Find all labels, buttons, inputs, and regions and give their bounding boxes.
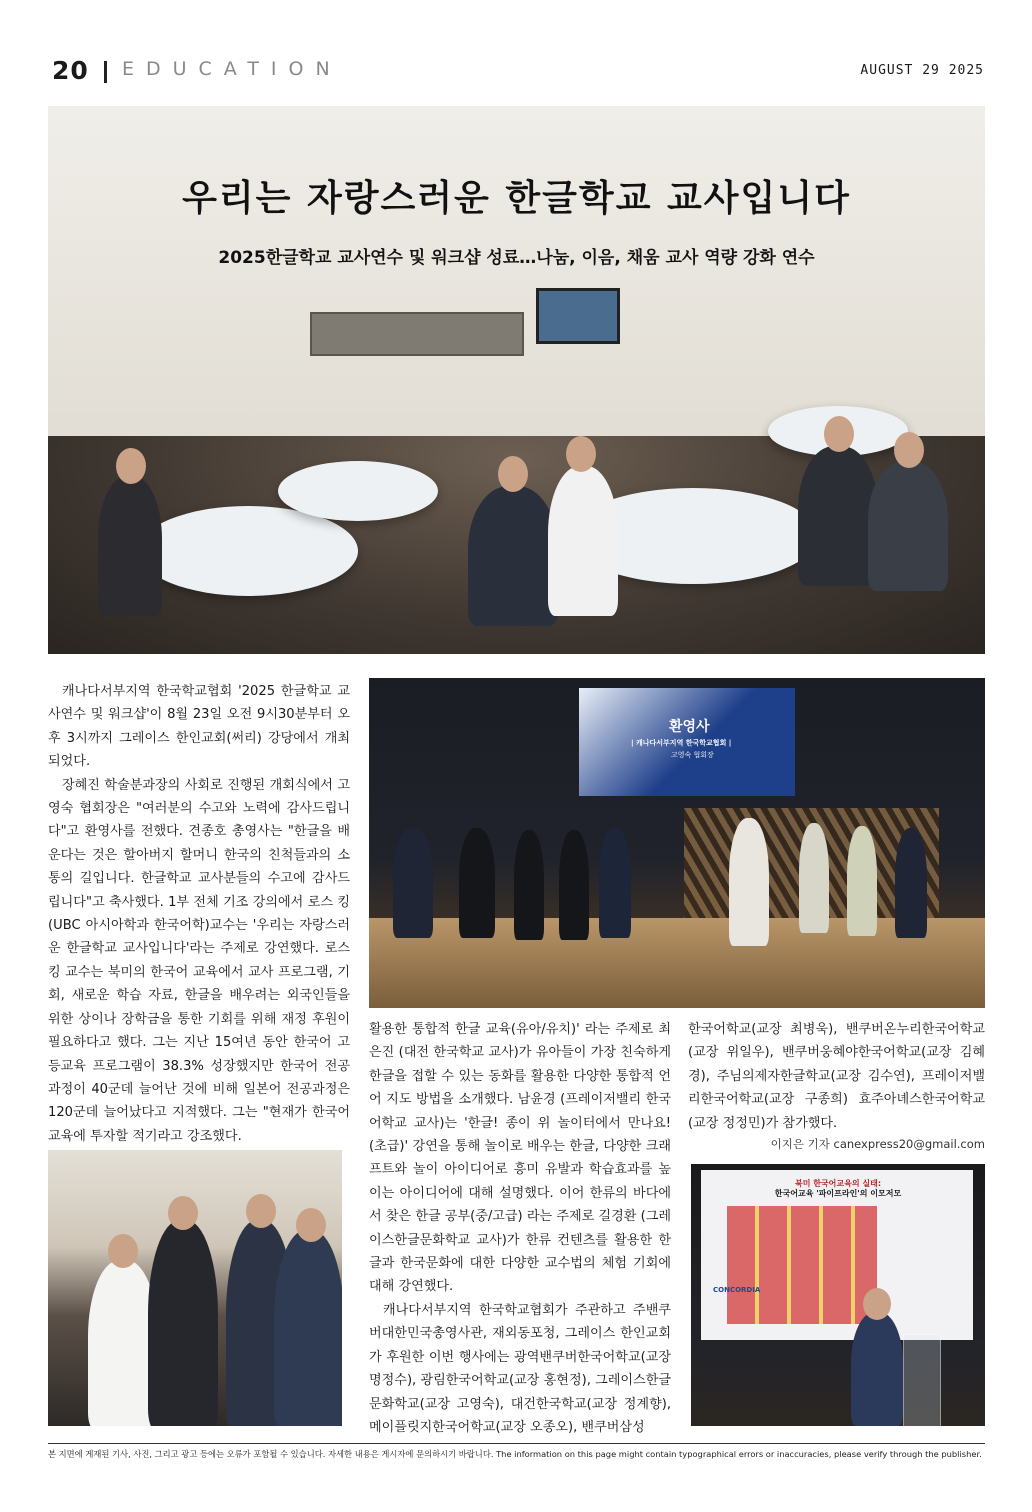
round-table bbox=[278, 461, 438, 521]
lecture-slide-line1: 북미 한국어교육의 실태: bbox=[794, 1179, 882, 1188]
lecture-slide-line2: 한국어교육 '파이프라인'의 이모저모 bbox=[774, 1189, 902, 1198]
attendee bbox=[798, 446, 878, 586]
hero-photo bbox=[48, 106, 985, 654]
stage-slide-line2: 고영숙 협회장 bbox=[671, 751, 714, 759]
issue-date: AUGUST 29 2025 bbox=[860, 63, 984, 78]
article-column-2 bbox=[369, 1018, 671, 1439]
headline-subtitle: 2025한글학교 교사연수 및 워크샵 성료…나눔, 이음, 채움 교사 역량 강화 연수 bbox=[218, 248, 815, 268]
page-number: 20 bbox=[52, 56, 89, 85]
footer-disclaimer: 본 지면에 게재된 기사, 사진, 그리고 광고 등에는 오류가 포함될 수 있습니다. 자세한 내용은 게시자에 문의하시기 바랍니다. The information on this page might contain typographical errors or inaccuracies, please verify through the publisher. bbox=[48, 1449, 982, 1459]
podium bbox=[903, 1334, 941, 1426]
article-paragraph: 장혜진 학술분과장의 사회로 진행된 개회식에서 고영숙 협회장은 "여러분의 수고와 노력에 감사드립니다"고 환영사를 전했다. 견종호 총영사는 "한글을 배운다는 것은 할아버지 할머니 한국의 친척들과의 소통의 길입니다. 한글학교 교사분들의 수고에 감사드립니다"고 축사했다. 1부 전체 기조 강의에서 로스 킹(UBC 아시아학과 한국어학)교수는 '우리는 자랑스러운 한글학교 교사입니다'라는 주제로 강연했다. 로스 킹 교수는 북미의 한국어 교육에서 교사 프로그램, 기회, 새로운 학습 자료, 한글을 배우려는 외국인들을 위한 상이나 장학금을 통한 기회를 위해 재정 후원이 필요하다고 했다. 그는 지난 15여년 동안 한국어 고등교육 프로그램이 38.3% 성장했지만 한국어 전공과정이 40군데 늘어난 것에 비해 일본어 전공과정은 120군데 늘어났다고 지적했다. 그는 "현재가 한국어 교육에 투자할 적기라고 강조했다. bbox=[48, 777, 350, 1144]
attendee-head bbox=[824, 416, 854, 452]
article-paragraph: 활용한 통합적 한글 교육(유아/유치)' 라는 주제로 최은진 (대전 한국학교 교사)가 유아들이 가장 친숙하게 한글을 접할 수 있는 동화를 활용한 다양한 통합적 언어 지도 방법을 소개했다. 남윤경 (프레이저밸리 한국어학교 교사)는 '한글! 종이 위 놀이터에서 만나요!(초급)' 강연을 통해 놀이로 배우는 한글, 다양한 크래프트와 놀이 아이디어로 흥미 유발과 학습효과를 높이는 아이디어에 대해 설명했다. 이어 한류의 바다에서 찾은 한글 공부(중/고급) 라는 주제로 길경환 (그레이스한글문화학교 교사)가 한류 컨텐츠를 활용한 한글과 한국문화에 대한 다양한 교수법의 체험 기회에 대해 강연했다. bbox=[369, 1022, 671, 1295]
attendee-head bbox=[498, 456, 528, 492]
stage-slide-line1: | 캐나다서부지역 한국학교협회 | bbox=[631, 739, 732, 747]
section-name: EDUCATION bbox=[122, 58, 342, 80]
hero-wall bbox=[48, 106, 985, 446]
article-paragraph: 한국어학교(교장 최병욱), 밴쿠버온누리한국어학교(교장 위일우), 밴쿠버웅혜야한국어학교(교장 김혜경), 주님의제자한글학교(교장 김수연), 프레이저밸리한국어학교(교장 구종희) 효주아녜스한국어학교(교장 정정민)가 참가했다. bbox=[688, 1022, 985, 1131]
stage-person bbox=[799, 823, 829, 933]
lecture-photo bbox=[691, 1164, 985, 1426]
concordia-logo: CONCORDIA bbox=[713, 1286, 761, 1294]
hero-window bbox=[310, 312, 524, 356]
header-divider bbox=[104, 61, 107, 83]
article-column-3 bbox=[688, 1018, 985, 1135]
stage-speaker bbox=[729, 818, 769, 946]
stage-person bbox=[393, 828, 433, 938]
stage-person bbox=[895, 828, 927, 938]
lecturer bbox=[851, 1312, 903, 1426]
attendee bbox=[148, 1220, 218, 1426]
article-paragraph: 캐나다서부지역 한국학교협회 '2025 한글학교 교사연수 및 워크샵'이 8월 23일 오전 9시30분부터 오후 3시까지 그레이스 한인교회(써리) 강당에서 개최되었다. bbox=[48, 684, 350, 770]
byline: 이지은 기자 canexpress20@gmail.com bbox=[770, 1137, 985, 1151]
stage-person bbox=[599, 828, 631, 938]
attendee-head bbox=[116, 448, 146, 484]
attendee bbox=[548, 466, 618, 616]
attendee-head bbox=[296, 1208, 326, 1242]
stage-person bbox=[459, 828, 495, 938]
footer-rule bbox=[48, 1443, 985, 1444]
attendee-head bbox=[566, 436, 596, 472]
attendee bbox=[868, 461, 948, 591]
lecture-slide-photos bbox=[727, 1206, 877, 1324]
stage-photo bbox=[369, 678, 985, 1008]
headline-title: 우리는 자랑스러운 한글학교 교사입니다 bbox=[182, 177, 851, 219]
attendee-head bbox=[894, 432, 924, 468]
hero-screen bbox=[536, 288, 620, 344]
stage-person bbox=[559, 830, 589, 940]
stage-person bbox=[847, 826, 877, 936]
audience-photo bbox=[48, 1150, 342, 1426]
attendee bbox=[274, 1230, 342, 1426]
stage-person bbox=[514, 830, 544, 940]
attendee-head bbox=[108, 1234, 138, 1268]
attendee bbox=[98, 476, 162, 616]
article-column-1 bbox=[48, 680, 350, 1172]
stage-slide-title: 환영사 bbox=[669, 719, 710, 735]
article-paragraph: 캐나다서부지역 한국학교협회가 주관하고 주밴쿠버대한민국총영사관, 재외동포청, 그레이스 한인교회가 후원한 이번 행사에는 광역밴쿠버한국어학교(교장 명정수), 광림한국어학교(교장 홍현정), 그레이스한글문화학교(교장 고영숙), 대건한국학교(교장 정계향), 메이플릿지한국어학교(교장 오종오), 밴쿠버삼성 bbox=[369, 1302, 671, 1435]
attendee bbox=[468, 486, 558, 626]
lecturer-head bbox=[863, 1288, 891, 1320]
attendee-head bbox=[246, 1194, 276, 1228]
attendee-head bbox=[168, 1196, 198, 1230]
round-table bbox=[138, 506, 358, 596]
